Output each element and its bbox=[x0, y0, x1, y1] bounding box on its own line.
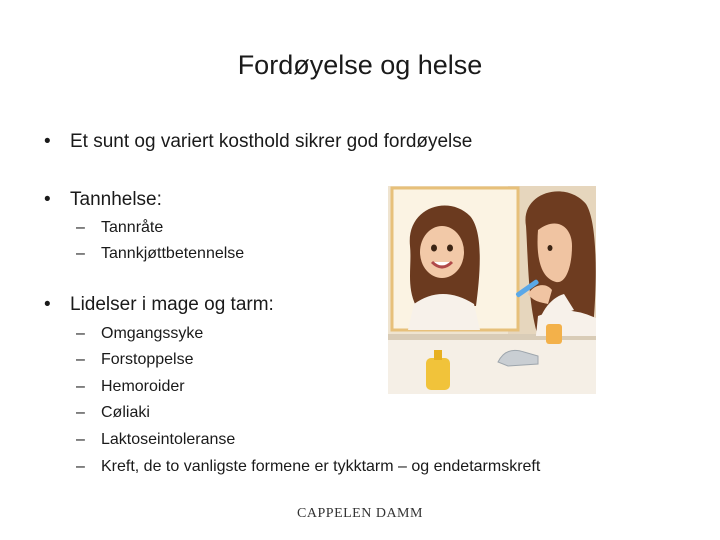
dash-icon: – bbox=[76, 431, 85, 448]
logo-graphic bbox=[291, 502, 429, 522]
bullet-text: Et sunt og variert kosthold sikrer god fordøyelse bbox=[70, 131, 473, 152]
slide-title: Fordøyelse og helse bbox=[237, 50, 483, 80]
sub-item-text: Kreft, de to vanligste formene er tykktarm – og endetarmskreft bbox=[101, 458, 541, 475]
sub-item-text: Hemoroider bbox=[101, 378, 185, 395]
bullet-icon: • bbox=[44, 189, 51, 210]
cappelen-damm-logo bbox=[291, 502, 429, 522]
dash-icon: – bbox=[76, 219, 85, 236]
sub-item-tannkjottbetennelse bbox=[76, 245, 244, 263]
bullet-item-kosthold bbox=[44, 131, 472, 153]
bullet-text: Lidelser i mage og tarm: bbox=[70, 294, 274, 315]
sub-item-tannrate bbox=[76, 219, 163, 237]
sub-item-forstoppelse bbox=[76, 351, 194, 369]
dash-icon: – bbox=[76, 325, 85, 342]
sub-item-text: Laktoseintoleranse bbox=[101, 431, 236, 448]
sub-item-text: Forstoppelse bbox=[101, 351, 194, 368]
svg-text:CAPPELEN DAMM: CAPPELEN DAMM bbox=[297, 506, 423, 521]
dash-icon: – bbox=[76, 351, 85, 368]
bullet-icon: • bbox=[44, 131, 51, 152]
sub-item-text: Omgangssyke bbox=[101, 325, 204, 342]
photo-girl-brushing-teeth bbox=[388, 186, 596, 394]
sub-item-laktoseintoleranse bbox=[76, 431, 235, 449]
sub-item-omgangssyke bbox=[76, 325, 203, 343]
sub-item-coliaki bbox=[76, 404, 150, 422]
sub-item-text: Tannråte bbox=[101, 219, 164, 236]
bullet-text: Tannhelse: bbox=[70, 189, 162, 210]
dash-icon: – bbox=[76, 378, 85, 395]
dash-icon: – bbox=[76, 458, 85, 475]
sub-item-text: Tannkjøttbetennelse bbox=[101, 245, 245, 262]
dash-icon: – bbox=[76, 404, 85, 421]
sub-item-hemoroider bbox=[76, 378, 185, 396]
sub-item-text: Cøliaki bbox=[101, 404, 150, 421]
sub-item-kreft bbox=[76, 458, 540, 476]
photo-illustration bbox=[388, 186, 596, 394]
bullet-item-tannhelse bbox=[44, 189, 162, 211]
bullet-icon: • bbox=[44, 294, 51, 315]
dash-icon: – bbox=[76, 245, 85, 262]
bullet-item-lidelser bbox=[44, 294, 274, 316]
